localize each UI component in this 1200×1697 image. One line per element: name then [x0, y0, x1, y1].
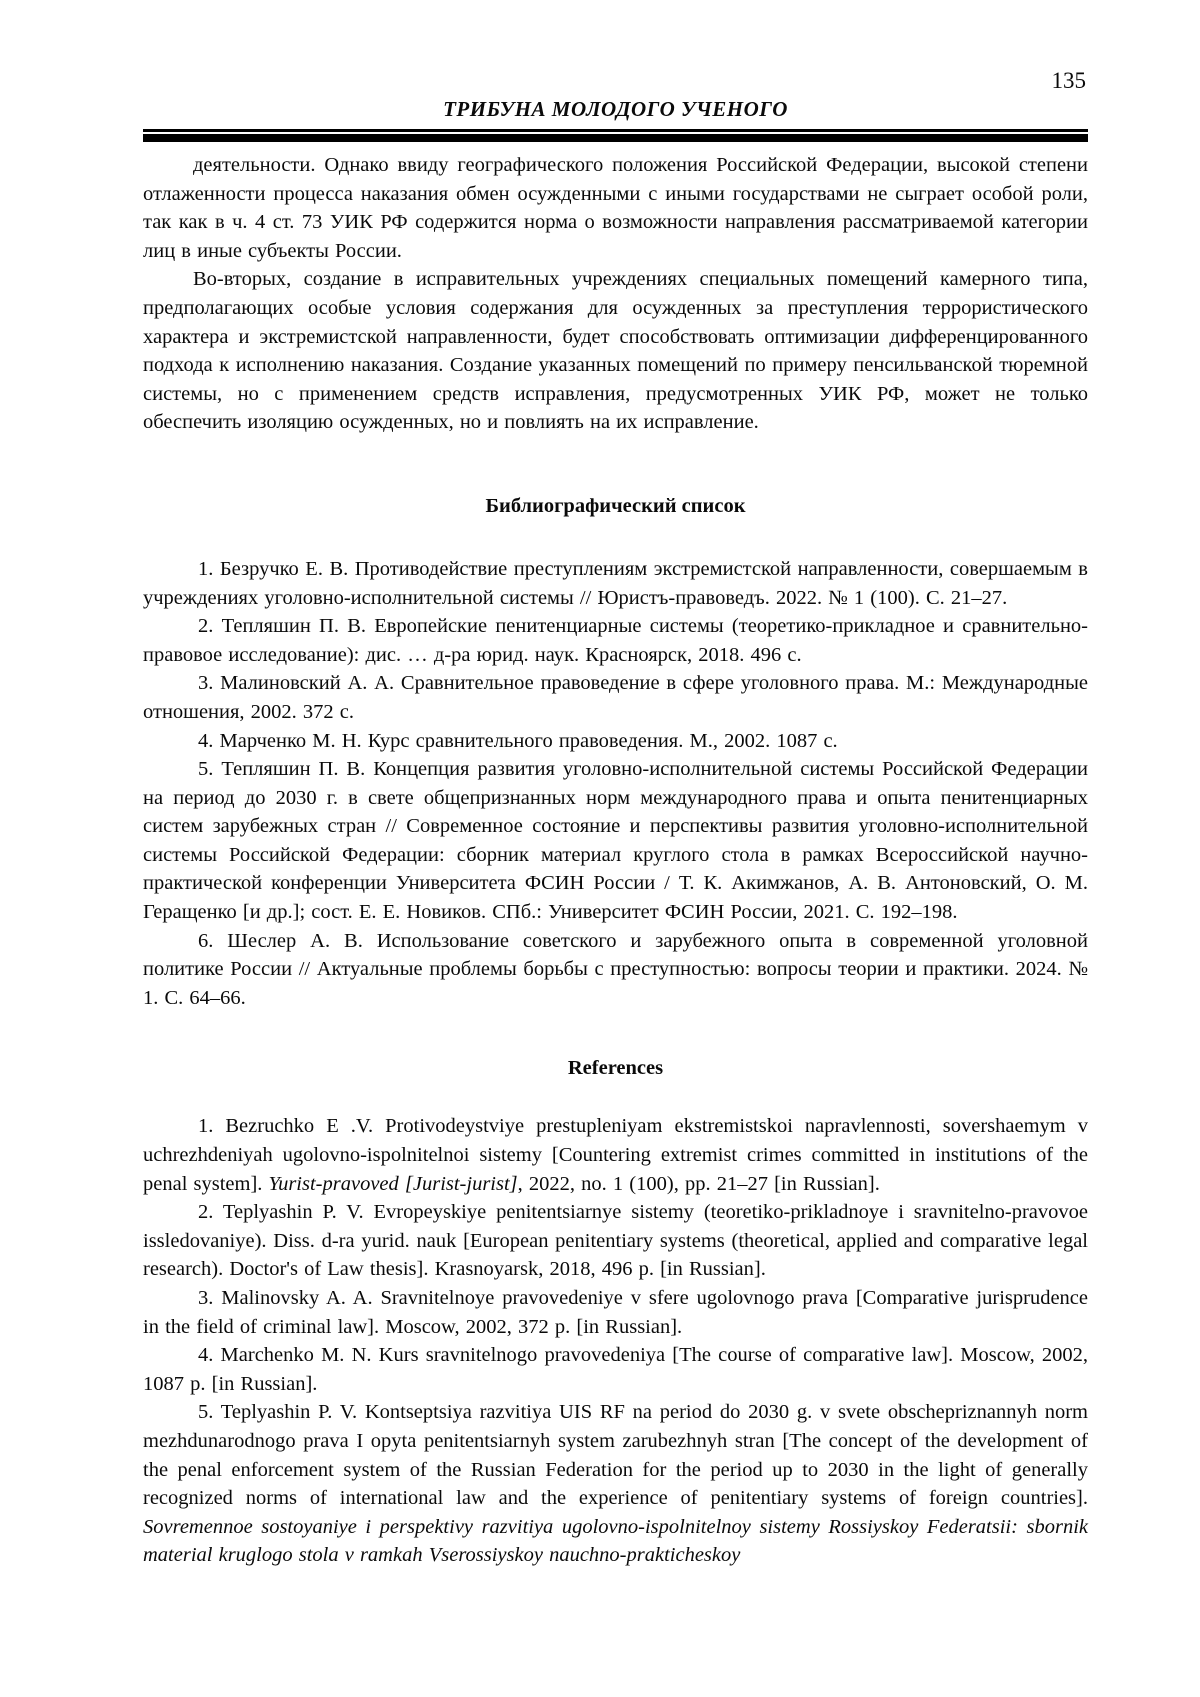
bibliography-item: 6. Шеслер А. В. Использование советского и зарубежного опыта в современной уголовной политике России // Актуальные проблемы борьбы с преступностью: вопросы теории и практики. 2024. № 1. С. 64–66. — [143, 929, 1088, 1009]
reference-item: 5. Teplyashin P. V. Kontseptsiya razvitiya UIS RF na period do 2030 g. v svete obschepriznannyh norm mezhdunarodnogo prava I opyta penitentsiarnyh system zarubezhnyh stran [The concept of the development of the penal enforcement system of the Russian Federation for the period up to 2030 in the light of generally recognized norms of international law and the experience of penitentiary systems of foreign countries]. Sovremennoe sostoyaniye i perspektivy razvitiya ugolovno-ispolnitelnoy sistemy Rossiyskoy Federatsii: sbornik material kruglogo stola v ramkah Vserossiyskoy nauchno-prakticheskoy — [143, 1401, 1088, 1567]
divider-thick-line — [143, 134, 1088, 142]
bibliography-item: 5. Тепляшин П. В. Концепция развития уголовно-исполнительной системы Российской Федерации на период до 2030 г. в свете общепризнанных норм международного права и опыта пенитенциарных систем зарубежных стран // Современное состояние и перспективы развития уголовно-исполнительной системы Российской Федерации: сборник материал круглого стола в рамках Всероссийской научно-практической конференции Университета ФСИН России / Т. К. Акимжанов, А. В. Антоновский, О. М. Геращенко [и др.]; сост. Е. Е. Новиков. СПб.: Университет ФСИН России, 2021. С. 192–198. — [143, 758, 1088, 924]
bibliography-list — [143, 555, 1088, 1013]
body-paragraph: Во-вторых, создание в исправительных учреждениях специальных помещений камерного типа, предполагающих особые условия содержания для осужденных за преступления террористического характера и экстремистской направленности, будет способствовать оптимизации дифференцированного подхода к исполнению наказания. Создание указанных помещений по примеру пенсильванской тюремной системы, но с применением средств исправления, предусмотренных УИК РФ, может не только обеспечить изоляцию осужденных, но и повлиять на их исправление. — [143, 268, 1088, 434]
reference-item: 3. Malinovsky A. A. Sravnitelnoye pravovedeniye v sfere ugolovnogo prava [Comparative jurisprudence in the field of criminal law]. Moscow, 2002, 372 p. [in Russian]. — [143, 1287, 1088, 1338]
bibliography-item: 4. Марченко М. Н. Курс сравнительного правоведения. М., 2002. 1087 с. — [198, 729, 838, 752]
body-text — [143, 151, 1088, 437]
page-number: 135 — [1051, 68, 1086, 93]
references-title: References — [567, 1057, 664, 1080]
bibliography-title: Библиографический список — [485, 494, 746, 517]
header-divider — [143, 129, 1088, 142]
body-paragraph: деятельности. Однако ввиду географического положения Российской Федерации, высокой степени отлаженности процесса наказания обмен осужденными с иными государствами не сыграет особой роли, так как в ч. 4 ст. 73 УИК РФ содержится норма о возможности направления рассматриваемой категории лиц в иные субъекты России. — [143, 154, 1088, 262]
reference-item: 2. Teplyashin P. V. Evropeyskiye penitentsiarnye sistemy (teoretiko-prikladnoye i sravnitelno-pravovoe issledovaniye). Diss. d-ra yurid. nauk [European penitentiary systems (theoretical, applied and comparative legal research). Doctor's of Law thesis]. Krasnoyarsk, 2018, 496 p. [in Russian]. — [143, 1201, 1088, 1281]
bibliography-item: 1. Безручко Е. В. Противодействие преступлениям экстремистской направленности, совершаемым в учреждениях уголовно-исполнительной системы // Юристъ-правоведъ. 2022. № 1 (100). С. 21–27. — [143, 557, 1088, 609]
reference-item: 1. Bezruchko E .V. Protivodeystviye prestupleniyam ekstremistskoi napravlennosti, sovershaemym v uchrezhdeniyah ugolovno-ispolnitelnoi sistemy [Countering extremist crimes committed in institutions of the penal system]. Yurist-pravoved [Jurist-jurist], 2022, no. 1 (100), pp. 21–27 [in Russian]. — [143, 1115, 1088, 1195]
reference-item: 4. Marchenko M. N. Kurs sravnitelnogo pravovedeniya [The course of comparative law]. Moscow, 2002, 1087 p. [in Russian]. — [143, 1344, 1088, 1395]
running-head: ТРИБУНА МОЛОДОГО УЧЕНОГО — [443, 97, 788, 121]
bibliography-item: 3. Малиновский А. А. Сравнительное правоведение в сфере уголовного права. М.: Международные отношения, 2002. 372 с. — [143, 672, 1088, 723]
references-list — [143, 1112, 1088, 1570]
bibliography-item: 2. Тепляшин П. В. Европейские пенитенциарные системы (теоретико-прикладное и сравнительно-правовое исследование): дис. … д-ра юрид. наук. Красноярск, 2018. 496 с. — [143, 615, 1088, 666]
